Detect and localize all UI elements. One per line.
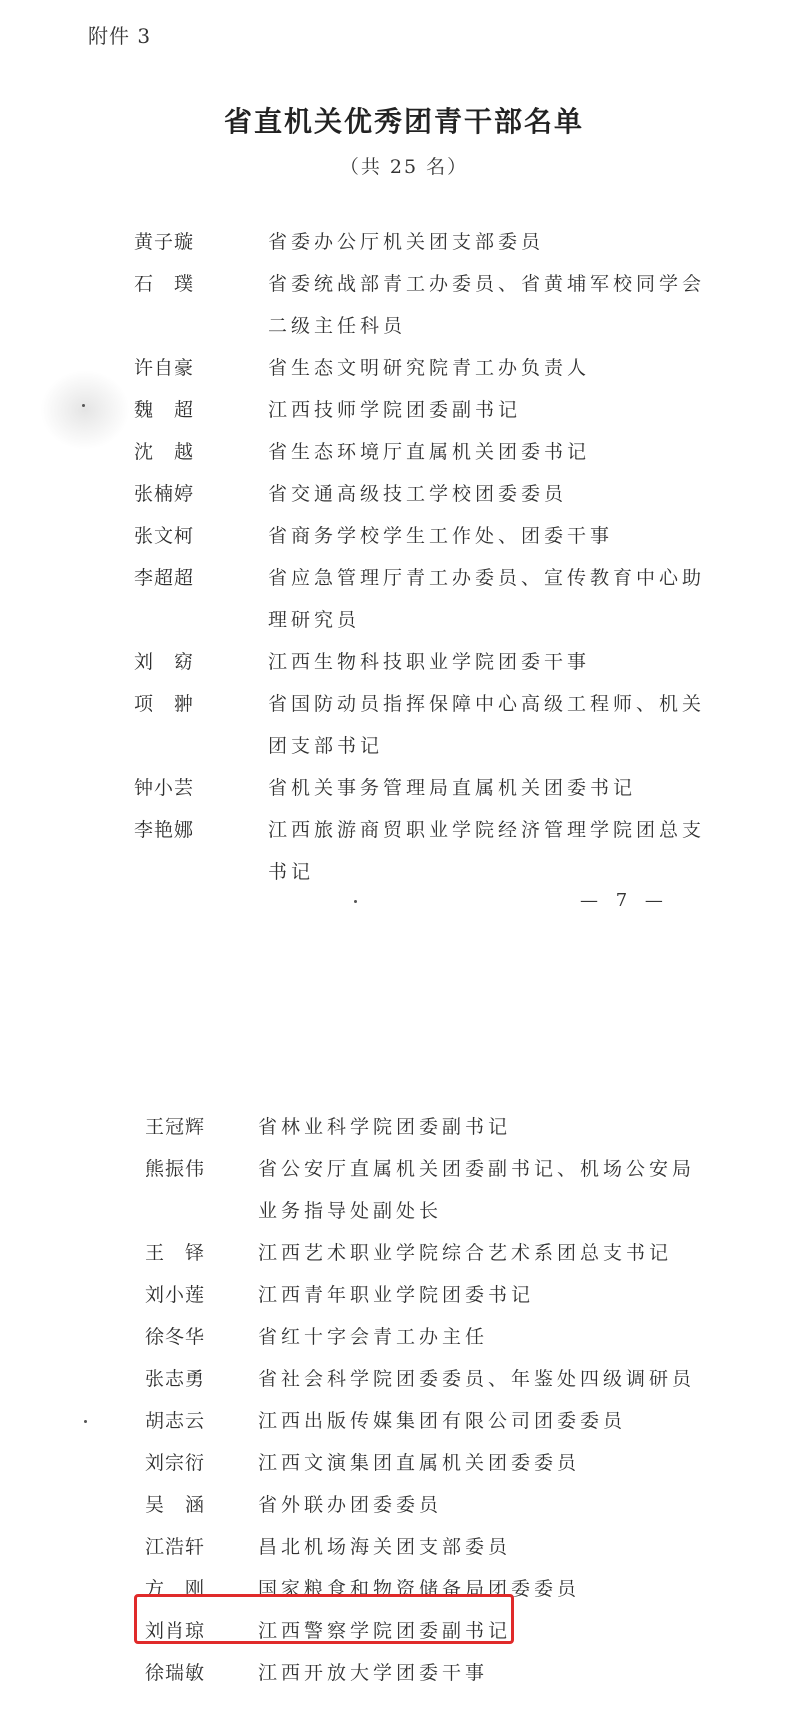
person-name: 钟小芸	[134, 777, 195, 799]
person-name: 王 铎	[145, 1242, 206, 1264]
person-position: 省委统战部青工办委员、省黄埔军校同学会二级主任科员	[268, 273, 706, 337]
person-name: 石 璞	[134, 273, 195, 295]
person-name: 刘 窈	[134, 651, 195, 673]
person-position: 省交通高级技工学校团委委员	[268, 483, 568, 505]
scan-speck	[354, 900, 357, 903]
person-name: 吴 涵	[145, 1494, 206, 1516]
person-position: 省红十字会青工办主任	[258, 1326, 489, 1348]
document-title: 省直机关优秀团青干部名单	[223, 105, 584, 138]
list-item	[0, 1148, 808, 1232]
list-item	[0, 1526, 808, 1568]
person-name: 徐瑞敏	[145, 1662, 206, 1684]
person-name: 王冠辉	[145, 1116, 206, 1138]
person-name: 黄子璇	[134, 231, 195, 253]
person-position: 省社会科学院团委委员、年鉴处四级调研员	[258, 1368, 696, 1390]
person-name: 刘肖琼	[145, 1620, 206, 1642]
person-position: 江西技师学院团委副书记	[268, 399, 522, 421]
person-position: 江西文演集团直属机关团委委员	[258, 1452, 581, 1474]
person-name: 徐冬华	[145, 1326, 206, 1348]
person-name: 江浩轩	[145, 1536, 206, 1558]
list-item	[0, 1442, 808, 1484]
person-name: 许自豪	[134, 357, 195, 379]
person-position: 省生态环境厅直属机关团委书记	[268, 441, 591, 463]
list-item	[0, 683, 808, 767]
list-item	[0, 473, 808, 515]
list-item	[0, 221, 808, 263]
person-position: 省国防动员指挥保障中心高级工程师、机关团支部书记	[268, 693, 706, 757]
list-item	[0, 347, 808, 389]
person-name: 项 翀	[134, 693, 195, 715]
list-item	[0, 1358, 808, 1400]
person-position: 江西生物科技职业学院团委干事	[268, 651, 591, 673]
person-name: 熊振伟	[145, 1158, 206, 1180]
person-position: 省应急管理厅青工办委员、宣传教育中心助理研究员	[268, 567, 706, 631]
person-position: 省林业科学院团委副书记	[258, 1116, 512, 1138]
list-item	[0, 1316, 808, 1358]
person-position: 江西旅游商贸职业学院经济管理学院团总支书记	[268, 819, 706, 883]
person-position: 江西艺术职业学院综合艺术系团总支书记	[258, 1242, 673, 1264]
page-number: — 7 —	[580, 890, 669, 911]
name-list-page-1	[0, 221, 808, 893]
person-position: 国家粮食和物资储备局团委委员	[258, 1578, 581, 1600]
list-item	[0, 1484, 808, 1526]
list-item	[0, 1106, 808, 1148]
attachment-label: 附件 3	[88, 24, 152, 48]
person-position: 江西警察学院团委副书记	[258, 1620, 512, 1642]
person-name: 胡志云	[145, 1410, 206, 1432]
person-name: 李艳娜	[134, 819, 195, 841]
person-name: 沈 越	[134, 441, 195, 463]
list-item	[0, 263, 808, 347]
person-name: 方 刚	[145, 1578, 206, 1600]
person-position: 昌北机场海关团支部委员	[258, 1536, 512, 1558]
person-name: 张文柯	[134, 525, 195, 547]
list-item	[0, 1400, 808, 1442]
person-name: 刘小莲	[145, 1284, 206, 1306]
list-item	[0, 1274, 808, 1316]
list-item	[0, 389, 808, 431]
list-item	[0, 557, 808, 641]
list-item	[0, 641, 808, 683]
person-name: 刘宗衍	[145, 1452, 206, 1474]
person-name: 张志勇	[145, 1368, 206, 1390]
count-note: （共 25 名）	[339, 156, 469, 178]
person-name: 魏 超	[134, 399, 195, 421]
person-position: 江西青年职业学院团委书记	[258, 1284, 535, 1306]
list-item	[0, 767, 808, 809]
person-position: 江西出版传媒集团有限公司团委委员	[258, 1410, 627, 1432]
list-item	[0, 809, 808, 893]
person-position: 省公安厅直属机关团委副书记、机场公安局业务指导处副处长	[258, 1158, 696, 1222]
person-position: 省委办公厅机关团支部委员	[268, 231, 545, 253]
list-item	[0, 431, 808, 473]
list-item	[0, 1652, 808, 1694]
person-position: 省机关事务管理局直属机关团委书记	[268, 777, 637, 799]
person-name: 张楠婷	[134, 483, 195, 505]
person-name: 李超超	[134, 567, 195, 589]
list-item	[0, 1232, 808, 1274]
list-item	[0, 515, 808, 557]
person-position: 省外联办团委委员	[258, 1494, 443, 1516]
red-highlight-box	[134, 1594, 514, 1644]
person-position: 省生态文明研究院青工办负责人	[268, 357, 591, 379]
person-position: 江西开放大学团委干事	[258, 1662, 489, 1684]
person-position: 省商务学校学生工作处、团委干事	[268, 525, 614, 547]
